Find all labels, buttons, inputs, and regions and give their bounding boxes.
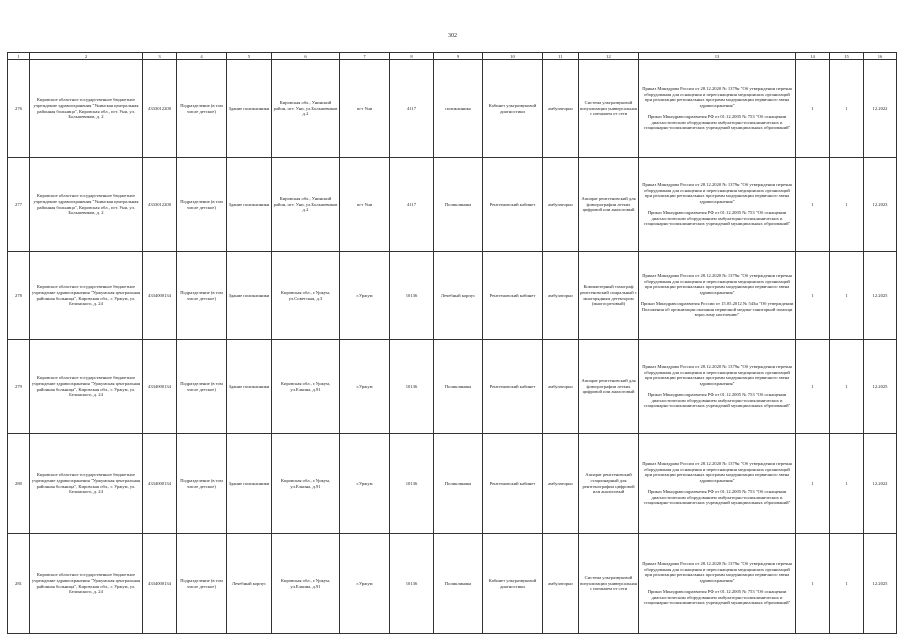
delivery-date: 12.2025	[864, 252, 897, 340]
legal-basis	[639, 534, 796, 634]
organization: Кировское областное государственное бюджетное учреждение здравоохранения "Уржумская центральная районная больница", Кировская обл., г. Уржум, ул. Белинского, д. 24	[30, 252, 143, 340]
delivery-date: 12.2022	[864, 60, 897, 158]
row-number: 277	[8, 158, 30, 252]
division: Подразделение (в том числе детское)	[177, 158, 227, 252]
inn: 4333012200	[143, 60, 177, 158]
quantity-col15: 1	[830, 340, 864, 434]
care-type: амбулаторно	[543, 434, 579, 534]
column-number: 3	[143, 53, 177, 60]
column-number: 12	[579, 53, 639, 60]
unit-type: поликлиника	[434, 60, 483, 158]
legal-basis-order-1: Приказ Минздрава России от 28.12.2020 № 1379н "Об утверждении перечня оборудования для оснащения и переоснащения медицинских организаций при реализации региональных программ модернизации первичного звена здравоохранения"	[642, 181, 792, 204]
care-type: амбулаторно	[543, 252, 579, 340]
row-number: 281	[8, 534, 30, 634]
unit-type: Поликлиника	[434, 158, 483, 252]
locality: г.Уржум	[340, 434, 390, 534]
legal-basis	[639, 158, 796, 252]
building: Лечебный корпус	[227, 534, 272, 634]
quantity-col15: 1	[830, 60, 864, 158]
equipment: Аппарат рентгеновский для флюорографии легких цифровой или аналоговый	[579, 158, 639, 252]
column-number: 5	[227, 53, 272, 60]
table-row	[8, 340, 897, 434]
quantity-col15: 1	[830, 434, 864, 534]
column-number: 13	[639, 53, 796, 60]
organization: Кировское областное государственное бюджетное учреждение здравоохранения "Уржумская центральная районная больница", Кировская обл., г. Уржум, ул. Белинского, д. 24	[30, 534, 143, 634]
legal-basis-order-2: Приказ Минздравсоцразвития РФ от 01.12.2005 № 753 "Об оснащении диагностическим оборудованием амбулаторно-поликлинических и стационарно-поликлинических учреждений муниципальных образований"	[643, 392, 791, 409]
address: Кировская обл., г.Уржум, ул.Елкина, д.91	[272, 340, 340, 434]
building: Здание поликлиники	[227, 60, 272, 158]
inn: 4334000134	[143, 434, 177, 534]
legal-basis	[639, 252, 796, 340]
column-number: 14	[796, 53, 830, 60]
row-number: 276	[8, 60, 30, 158]
unit-type: Поликлиника	[434, 434, 483, 534]
equipment: Аппарат рентгеновский стационарный для рентгенографии цифровой или аналоговый	[579, 434, 639, 534]
room: Кабинет ультразвуковой диагностики	[483, 60, 543, 158]
column-number: 2	[30, 53, 143, 60]
legal-basis-order-2: Приказ Минздравсоцразвития РФ от 01.12.2005 № 753 "Об оснащении диагностическим оборудованием амбулаторно-поликлинических и стационарно-поликлинических учреждений муниципальных образований"	[643, 589, 791, 606]
equipment: Система ультразвуковой визуализации универсальная с питанием от сети	[579, 534, 639, 634]
table-row	[8, 158, 897, 252]
locality: пгт Уни	[340, 158, 390, 252]
address: Кировская обл., Унинский район, пгт. Уни, ул.Большевиков д.2	[272, 158, 340, 252]
quantity-col14: 1	[796, 60, 830, 158]
care-type: амбулаторно	[543, 60, 579, 158]
organization: Кировское областное государственное бюджетное учреждение здравоохранения "Уржумская центральная районная больница", Кировская обл., г. Уржум, ул. Белинского, д. 24	[30, 340, 143, 434]
care-type: амбулаторно	[543, 158, 579, 252]
address: Кировская обл., г.Уржум, ул.Советская, д.3	[272, 252, 340, 340]
inn: 4333012200	[143, 158, 177, 252]
page-number: 302	[448, 33, 457, 39]
locality: г.Уржум	[340, 534, 390, 634]
row-number: 278	[8, 252, 30, 340]
locality: г.Уржум	[340, 340, 390, 434]
code: 10136	[390, 340, 434, 434]
division: Подразделение (в том числе детское)	[177, 434, 227, 534]
legal-basis-order-2: Приказ Минздравсоцразвития России от 15.05.2012 № 543н "Об утверждении Положения об организации оказания первичной медико-санитарной помощи взрослому населению"	[640, 301, 794, 318]
equipment-registry-table	[7, 52, 897, 634]
room: Рентгеновский кабинет	[483, 158, 543, 252]
locality: г.Уржум	[340, 252, 390, 340]
inn: 4334000134	[143, 534, 177, 634]
quantity-col14: 1	[796, 158, 830, 252]
column-number-row	[8, 53, 897, 60]
care-type: амбулаторно	[543, 340, 579, 434]
row-number: 279	[8, 340, 30, 434]
quantity-col14: 1	[796, 340, 830, 434]
table-row	[8, 434, 897, 534]
quantity-col15: 1	[830, 534, 864, 634]
building: Здание поликлиники	[227, 434, 272, 534]
legal-basis-order-2: Приказ Минздравсоцразвития РФ от 01.12.2005 № 753 "Об оснащении диагностическим оборудованием амбулаторно-поликлинических и стационарно-поликлинических учреждений муниципальных образований"	[643, 489, 791, 506]
building: Здание поликлиники	[227, 340, 272, 434]
delivery-date: 12.2023	[864, 158, 897, 252]
column-number: 9	[434, 53, 483, 60]
quantity-col14: 1	[796, 434, 830, 534]
room: Кабинет ультразвуковой диагностики	[483, 534, 543, 634]
legal-basis	[639, 434, 796, 534]
building: Здание поликлиники	[227, 252, 272, 340]
quantity-col15: 1	[830, 252, 864, 340]
quantity-col14: 1	[796, 534, 830, 634]
organization: Кировское областное государственное бюджетное учреждение здравоохранения "Унинская центральная районная больница", Кировская обл., пгт. Уни, ул. Большевиков, д. 2	[30, 158, 143, 252]
table-row	[8, 252, 897, 340]
legal-basis-order-1: Приказ Минздрава России от 28.12.2020 № 1379н "Об утверждении перечня оборудования для оснащения и переоснащения медицинских организаций при реализации региональных программ модернизации первичного звена здравоохранения"	[642, 85, 792, 108]
organization: Кировское областное государственное бюджетное учреждение здравоохранения "Уржумская центральная районная больница", Кировская обл., г. Уржум, ул. Белинского, д. 24	[30, 434, 143, 534]
legal-basis-order-2: Приказ Минздравсоцразвития РФ от 01.12.2005 № 753 "Об оснащении диагностическим оборудованием амбулаторно-поликлинических и стационарно-поликлинических учреждений муниципальных образований"	[643, 210, 791, 227]
legal-basis-order-1: Приказ Минздрава России от 28.12.2020 № 1379н "Об утверждении перечня оборудования для оснащения и переоснащения медицинских организаций при реализации региональных программ модернизации первичного звена здравоохранения"	[642, 363, 792, 386]
code: 4117	[390, 60, 434, 158]
division: Подразделение (в том числе детское)	[177, 534, 227, 634]
division: Подразделение (в том числе детское)	[177, 340, 227, 434]
table-row	[8, 60, 897, 158]
unit-type: Поликлиника	[434, 534, 483, 634]
code: 10136	[390, 534, 434, 634]
care-type: амбулаторно	[543, 534, 579, 634]
division: Подразделение (в том числе детское)	[177, 60, 227, 158]
address: Кировская обл., г.Уржум, ул.Елкина, д.91	[272, 534, 340, 634]
room: Рентгеновский кабинет	[483, 252, 543, 340]
code: 10136	[390, 252, 434, 340]
code: 10136	[390, 434, 434, 534]
delivery-date: 12.2025	[864, 534, 897, 634]
inn: 4334000134	[143, 252, 177, 340]
address: Кировская обл., г.Уржум, ул.Елкина, д.91	[272, 434, 340, 534]
column-number: 11	[543, 53, 579, 60]
row-number: 280	[8, 434, 30, 534]
legal-basis-order-1: Приказ Минздрава России от 28.12.2020 № 1379н "Об утверждении перечня оборудования для оснащения и переоснащения медицинских организаций при реализации региональных программ модернизации первичного звена здравоохранения"	[642, 272, 792, 295]
column-number: 6	[272, 53, 340, 60]
quantity-col15: 1	[830, 158, 864, 252]
legal-basis-order-1: Приказ Минздрава России от 28.12.2020 № 1379н "Об утверждении перечня оборудования для оснащения и переоснащения медицинских организаций при реализации региональных программ модернизации первичного звена здравоохранения"	[642, 560, 792, 583]
locality: пгт Уни	[340, 60, 390, 158]
room: Рентгеновский кабинет	[483, 434, 543, 534]
legal-basis-order-1: Приказ Минздрава России от 28.12.2020 № 1379н "Об утверждении перечня оборудования для оснащения и переоснащения медицинских организаций при реализации региональных программ модернизации первичного звена здравоохранения"	[642, 460, 792, 483]
address: Кировская обл., Унинский район, пгт. Уни, ул.Большевиков д.2	[272, 60, 340, 158]
column-number: 7	[340, 53, 390, 60]
equipment: Система ультразвуковой визуализации универсальная с питанием от сети	[579, 60, 639, 158]
building: Здание поликлиники	[227, 158, 272, 252]
quantity-col14: 1	[796, 252, 830, 340]
inn: 4334000134	[143, 340, 177, 434]
column-number: 8	[390, 53, 434, 60]
column-number: 16	[864, 53, 897, 60]
legal-basis-order-2: Приказ Минздравсоцразвития РФ от 01.12.2005 № 753 "Об оснащении диагностическим оборудованием амбулаторно-поликлинических и стационарно-поликлинических учреждений муниципальных образований"	[643, 114, 791, 131]
unit-type: Лечебный корпус	[434, 252, 483, 340]
column-number: 4	[177, 53, 227, 60]
unit-type: Поликлиника	[434, 340, 483, 434]
column-number: 15	[830, 53, 864, 60]
division: Подразделение (в том числе детское)	[177, 252, 227, 340]
room: Рентгеновский кабинет	[483, 340, 543, 434]
column-number: 10	[483, 53, 543, 60]
equipment: Аппарат рентгеновский для флюорографии легких цифровой или аналоговый	[579, 340, 639, 434]
legal-basis	[639, 60, 796, 158]
equipment: Компьютерный томограф рентгеновский спиральный с многорядным детектором (многосрезовый)	[579, 252, 639, 340]
legal-basis	[639, 340, 796, 434]
code: 4117	[390, 158, 434, 252]
table-row	[8, 534, 897, 634]
delivery-date: 12.2025	[864, 340, 897, 434]
organization: Кировское областное государственное бюджетное учреждение здравоохранения "Унинская центральная районная больница", Кировская обл., пгт. Уни, ул. Большевиков, д. 2	[30, 60, 143, 158]
column-number: 1	[8, 53, 30, 60]
delivery-date: 12.2022	[864, 434, 897, 534]
